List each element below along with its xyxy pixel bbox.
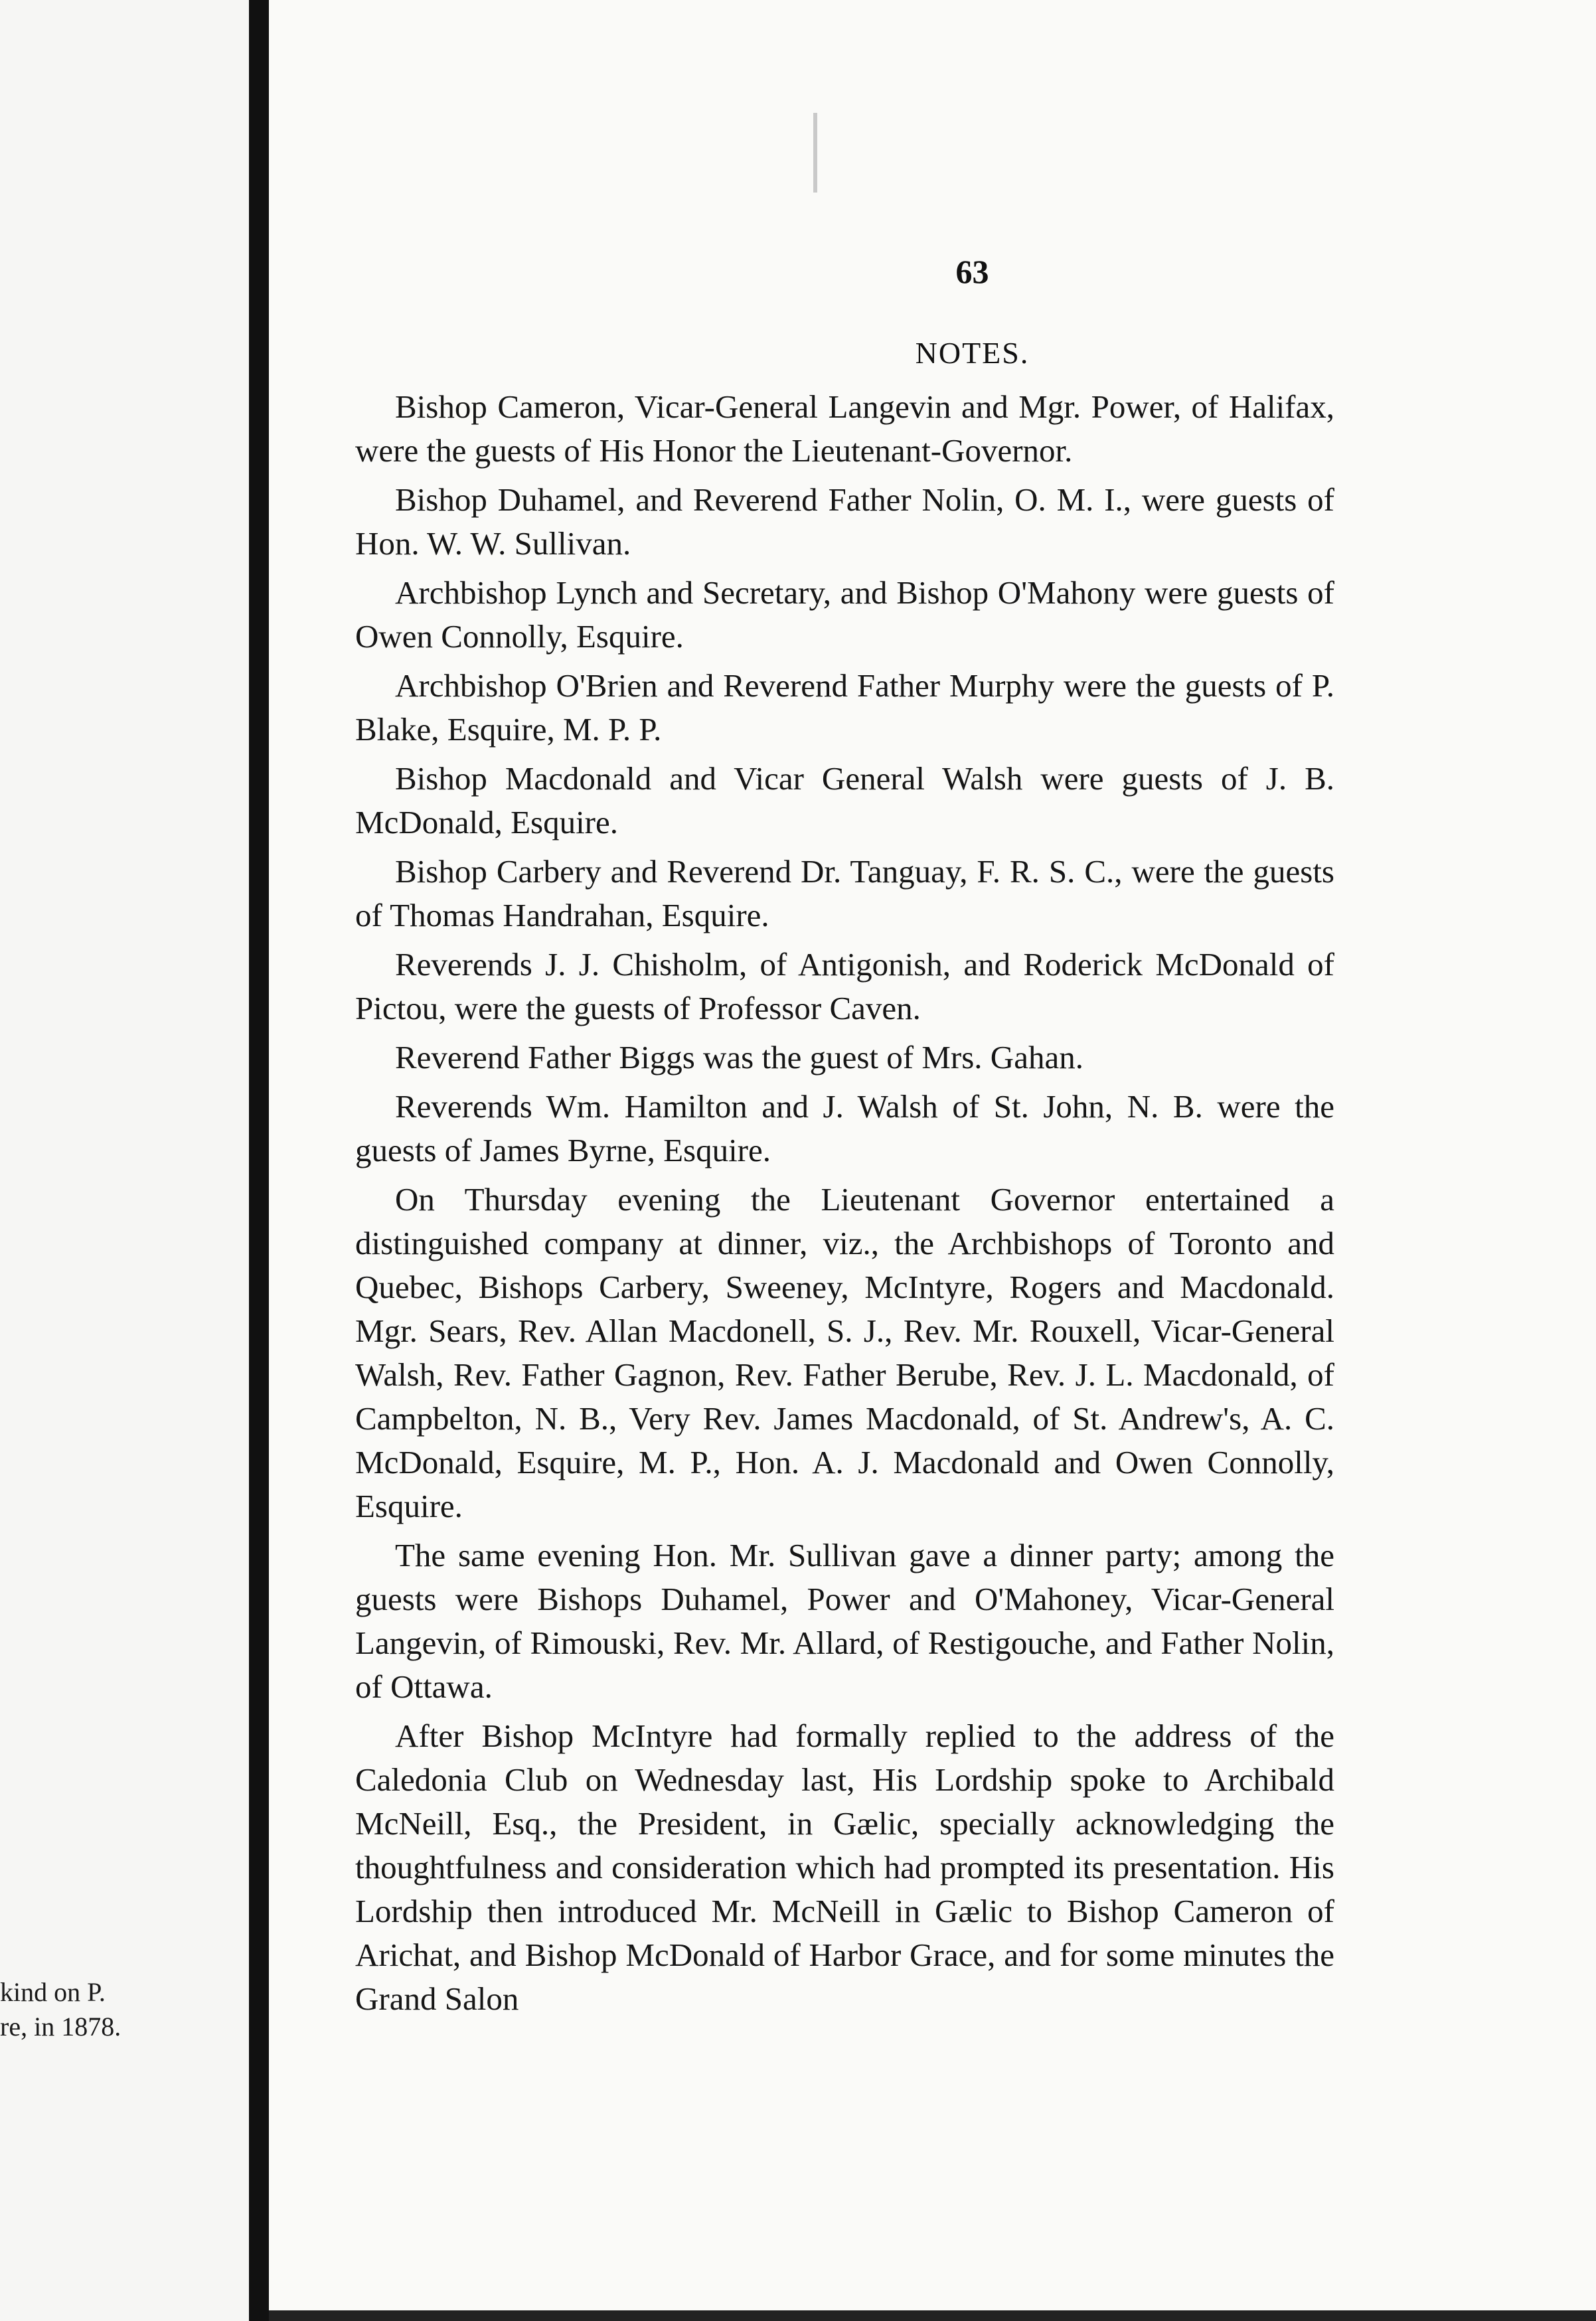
facing-page-line: kind on P. — [0, 1977, 106, 2007]
page-bottom-edge — [269, 2310, 1596, 2321]
facing-page-text — [0, 1975, 159, 2044]
paragraph: Archbishop O'Brien and Reverend Father Murphy were the guests of P. Blake, Esquire, M. P. P. — [355, 667, 1334, 748]
paragraph: Reverends Wm. Hamilton and J. Walsh of St. John, N. B. were the guests of James Byrne, Esquire. — [355, 1088, 1334, 1168]
paragraph: After Bishop McIntyre had formally replied to the address of the Caledonia Club on Wednesday last, His Lordship spoke to Archibald McNeill, Esq., the President, in Gælic, specially acknowledging the thoughtfulness and consideration which had prompted its presentation. His Lordship then introduced Mr. McNeill in Gælic to Bishop Cameron of Arichat, and Bishop McDonald of Harbor Grace, and for some minutes the Grand Salon — [355, 1718, 1334, 2017]
facing-page-fragment — [0, 0, 249, 2321]
book-gutter — [249, 0, 269, 2321]
paragraph: On Thursday evening the Lieutenant Governor entertained a distinguished company at dinner, viz., the Archbishops of Toronto and Quebec, Bishops Carbery, Sweeney, McIntyre, Rogers and Macdonald. Mgr. Sears, Rev. Allan Macdonell, S. J., Rev. Mr. Rouxell, Vicar-General Walsh, Rev. Father Gagnon, Rev. Father Berube, Rev. J. L. Macdonald, of Campbelton, N. B., Very Rev. James Macdonald, of St. Andrew's, A. C. McDonald, Esquire, M. P., Hon. A. J. Macdonald and Owen Connolly, Esquire. — [355, 1181, 1334, 1524]
section-heading: NOTES. — [915, 336, 1030, 370]
paragraph: Bishop Cameron, Vicar-General Langevin and Mgr. Power, of Halifax, were the guests of His Honor the Lieutenant-Governor. — [355, 388, 1334, 469]
book-page — [269, 0, 1596, 2321]
paragraph: Bishop Macdonald and Vicar General Walsh were guests of J. B. McDonald, Esquire. — [355, 760, 1334, 840]
paragraph: Reverends J. J. Chisholm, of Antigonish, and Roderick McDonald of Pictou, were the guests of Professor Caven. — [355, 946, 1334, 1026]
facing-page-line: re, in 1878. — [0, 2012, 121, 2041]
paragraph: Archbishop Lynch and Secretary, and Bishop O'Mahony were guests of Owen Connolly, Esquire. — [355, 574, 1334, 655]
paragraph: Reverend Father Biggs was the guest of Mrs. Gahan. — [395, 1039, 1083, 1076]
paragraph: The same evening Hon. Mr. Sullivan gave a dinner party; among the guests were Bishops Duhamel, Power and O'Mahoney, Vicar-General Langevin, of Rimouski, Rev. Mr. Allard, of Restigouche, and Father Nolin, of Ottawa. — [355, 1537, 1334, 1705]
notes-body — [355, 385, 1334, 2026]
page-number: 63 — [955, 253, 989, 290]
paragraph: Bishop Duhamel, and Reverend Father Nolin, O. M. I., were guests of Hon. W. W. Sullivan. — [355, 481, 1334, 562]
scan-mark — [813, 113, 817, 193]
paragraph: Bishop Carbery and Reverend Dr. Tanguay, F. R. S. C., were the guests of Thomas Handrahan, Esquire. — [355, 853, 1334, 933]
